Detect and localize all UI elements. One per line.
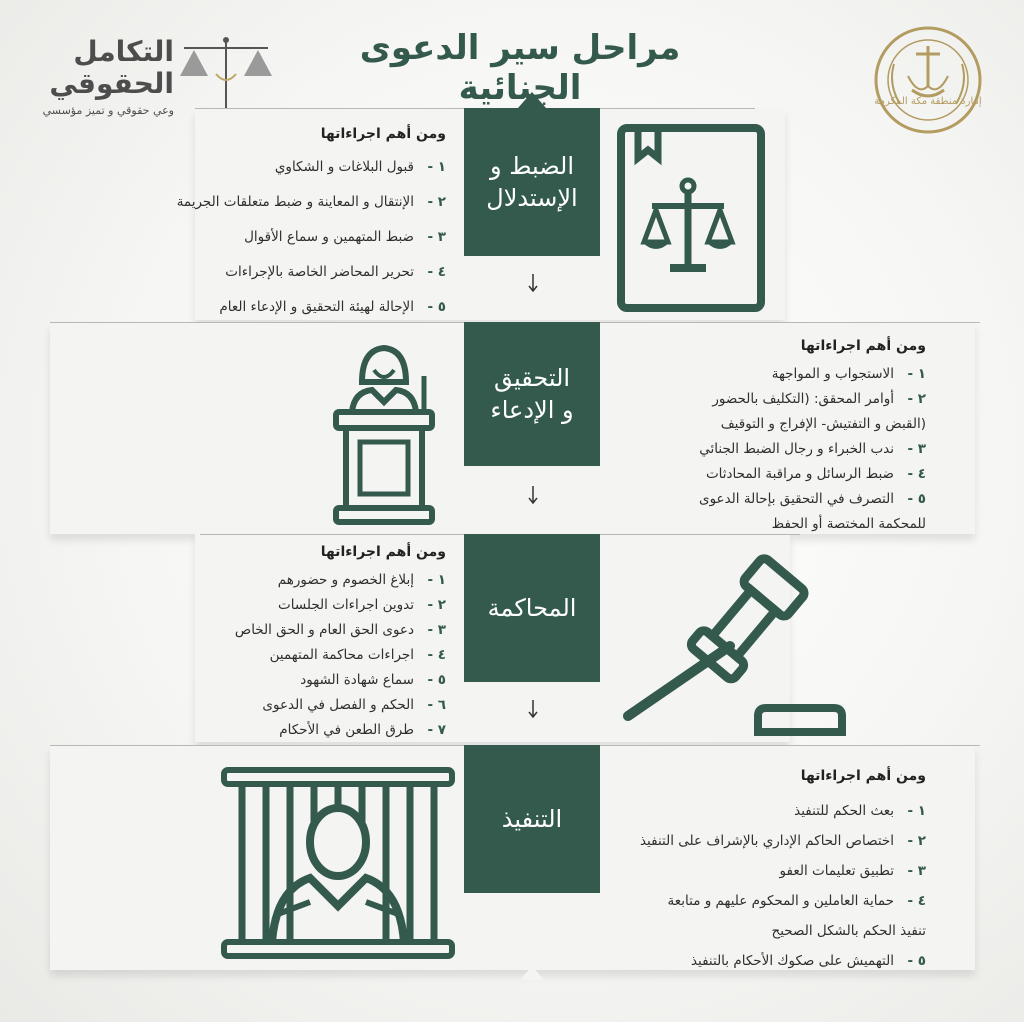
list-item [200, 150, 446, 185]
item-text: الحكم و الفصل في الدعوى [262, 697, 414, 713]
list-item [620, 387, 926, 412]
item-number: ٥ - [427, 299, 446, 315]
list-item [200, 718, 446, 743]
list-item [200, 643, 446, 668]
down-arrow-icon [528, 486, 538, 504]
scales-book-icon [616, 118, 766, 314]
list-item [176, 185, 446, 220]
item-number: ٣ - [427, 229, 446, 245]
item-number: ٧ - [427, 722, 446, 738]
stage-3-procedures [200, 544, 446, 743]
list-item [620, 362, 926, 387]
item-number: ١ - [907, 366, 926, 382]
item-text: بعث الحكم للتنفيذ [794, 803, 894, 819]
balance-scale-logo-icon [176, 34, 276, 118]
stage-title-line: التنفيذ [501, 804, 563, 833]
list-item [600, 916, 926, 946]
item-number: ٢ - [907, 833, 926, 849]
item-text: (القبض و التفتيش- الإفراج و التوقيف [720, 416, 926, 432]
brand-name-line2: الحقوقي [49, 67, 174, 100]
list-item [620, 462, 926, 487]
item-text: للمحكمة المختصة أو الحفظ [771, 516, 926, 532]
emirate-emblem-icon [872, 24, 984, 136]
item-number: ١ - [427, 159, 446, 175]
list-item [200, 290, 446, 325]
list-item [200, 618, 446, 643]
stage-1-procedures [176, 126, 446, 325]
prison-bars-icon [220, 766, 456, 960]
list-item [620, 437, 926, 462]
item-text: ضبط الرسائل و مراقبة المحادثات [705, 466, 894, 482]
stage-2-procedures [620, 338, 926, 537]
list-item [600, 796, 926, 826]
item-text: اختصاص الحاكم الإداري بالإشراف على التنفيذ [639, 833, 894, 849]
item-text: طرق الطعن في الأحكام [279, 722, 414, 738]
list-item [200, 693, 446, 718]
item-number: ٦ - [427, 697, 446, 713]
procedures-heading: ومن أهم اجراءاتها [320, 126, 446, 142]
stage-4-procedures [600, 768, 926, 976]
list-item [200, 568, 446, 593]
stage-title-box-4 [464, 745, 600, 893]
item-number: ٤ - [427, 647, 446, 663]
list-item [600, 946, 926, 976]
item-text: إبلاغ الخصوم و حضورهم [277, 572, 414, 588]
stage-title-line: الإستدلال [486, 184, 578, 212]
item-number: ٣ - [427, 622, 446, 638]
item-text: سماع شهادة الشهود [300, 672, 414, 688]
stage-title-line: الضبط و [489, 151, 575, 180]
item-text: تحرير المحاضر الخاصة بالإجراءات [225, 264, 414, 280]
stage-title-box-2 [464, 322, 600, 466]
item-text: ندب الخبراء و رجال الضبط الجنائي [699, 441, 894, 457]
item-number: ٢ - [907, 391, 926, 407]
item-text: الاستجواب و المواجهة [771, 366, 894, 382]
list-item [600, 856, 926, 886]
down-arrow-icon [528, 274, 538, 292]
item-text: دعوى الحق العام و الحق الخاص [234, 622, 414, 638]
item-number: ٢ - [427, 194, 446, 210]
item-text: تطبيق تعليمات العفو [779, 863, 894, 879]
item-number: ٤ - [907, 893, 926, 909]
list-item [200, 255, 446, 290]
item-number: ٥ - [907, 953, 926, 969]
item-number: ٥ - [907, 491, 926, 507]
list-item [600, 886, 926, 916]
item-text: الإنتقال و المعاينة و ضبط متعلقات الجريمة [176, 194, 414, 210]
stage-title-box-1 [464, 108, 600, 256]
podium-speaker-icon [332, 336, 436, 526]
list-item [600, 826, 926, 856]
item-text: قبول البلاغات و الشكاوي [274, 159, 414, 175]
brand-logo [38, 36, 174, 117]
item-number: ١ - [427, 572, 446, 588]
item-text: تدوين اجراءات الجلسات [278, 597, 414, 613]
pointer-triangle [518, 92, 546, 108]
item-number: ٤ - [427, 264, 446, 280]
item-text: التصرف في التحقيق بإحالة الدعوى [699, 491, 894, 507]
item-text: تنفيذ الحكم بالشكل الصحيح [771, 923, 926, 939]
emblem-caption: إمارة منطقة مكة المكرمة [874, 96, 982, 107]
brand-name-line1: التكامل [73, 35, 174, 68]
item-text: حماية العاملين و المحكوم عليهم و متابعة [667, 893, 894, 909]
list-item [620, 487, 926, 512]
procedures-heading: ومن أهم اجراءاتها [320, 544, 446, 560]
brand-tagline: وعي حقوقي و تميز مؤسسي [42, 104, 174, 117]
item-text: اجراءات محاكمة المتهمين [269, 647, 414, 663]
item-text: ضبط المتهمين و سماع الأقوال [244, 229, 414, 245]
list-item [620, 512, 926, 537]
stage-title-box-3 [464, 534, 600, 682]
item-number: ٤ - [907, 466, 926, 482]
item-text: التهميش على صكوك الأحكام بالتنفيذ [690, 953, 894, 969]
down-arrow-icon [528, 700, 538, 718]
list-item [200, 668, 446, 693]
list-item [200, 593, 446, 618]
item-number: ٥ - [427, 672, 446, 688]
stage-title-line: المحاكمة [487, 593, 577, 622]
item-text: أوامر المحقق: (التكليف بالحضور [712, 391, 894, 407]
gavel-icon [620, 548, 860, 738]
list-item [200, 220, 446, 255]
pointer-triangle [520, 966, 544, 980]
procedures-heading: ومن أهم اجراءاتها [800, 338, 926, 354]
item-text: الإحالة لهيئة التحقيق و الإدعاء العام [219, 299, 414, 315]
page-title: مراحل سير الدعوى الجنائية [359, 28, 681, 108]
procedures-heading: ومن أهم اجراءاتها [800, 768, 926, 784]
stage-title-line: و الإدعاء [490, 396, 574, 424]
item-number: ٣ - [907, 441, 926, 457]
item-number: ٣ - [907, 863, 926, 879]
stage-title-line: التحقيق [493, 363, 571, 392]
item-number: ١ - [907, 803, 926, 819]
list-item [620, 412, 926, 437]
item-number: ٢ - [427, 597, 446, 613]
